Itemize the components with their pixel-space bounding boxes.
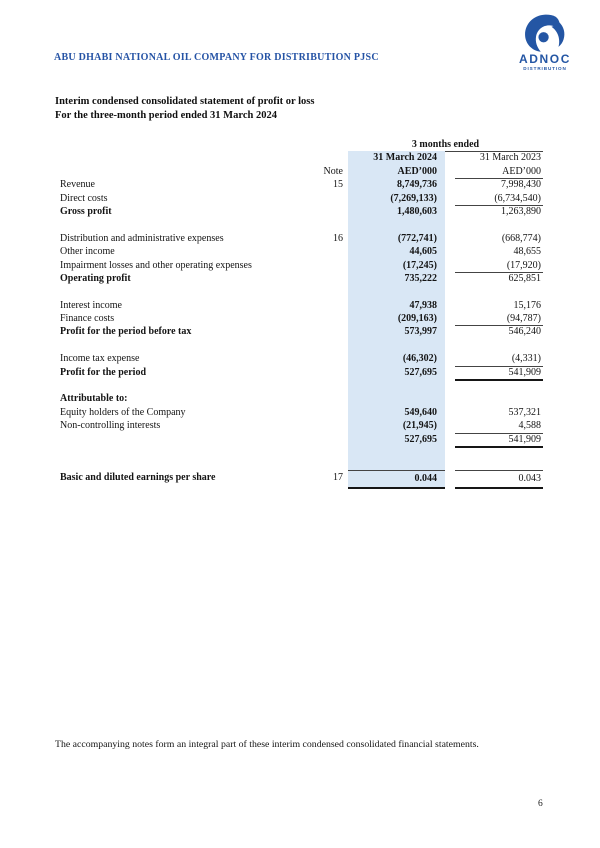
row-label (55, 446, 307, 458)
note-cell (307, 458, 343, 470)
row-label: Impairment losses and other operating expenses (60, 259, 252, 271)
falcon-icon (524, 14, 566, 52)
value-2024 (348, 392, 445, 405)
logo-subtitle: DISTRIBUTION (523, 66, 567, 71)
gap-cell (445, 285, 455, 298)
column-header-2023: 31 March 2023 (479, 152, 541, 164)
gap-cell (445, 205, 455, 218)
value-2023: 4,588 (455, 419, 543, 433)
months-header: 3 months ended (348, 138, 543, 152)
row-label (55, 285, 307, 298)
empty-cell (55, 138, 307, 152)
note-cell (307, 419, 343, 433)
note-cell (307, 325, 343, 338)
gap-cell (445, 379, 455, 392)
company-name: ABU DHABI NATIONAL OIL COMPANY FOR DISTRIBUTION PJSC (54, 52, 379, 63)
value-2024: 549,640 (348, 406, 445, 419)
note-cell (307, 299, 343, 312)
table-row (55, 470, 543, 486)
gap-cell (445, 352, 455, 366)
value-2023: 1,263,890 (501, 205, 541, 217)
value-2024 (348, 458, 445, 470)
row-label (55, 339, 307, 352)
table-spacer-row (55, 458, 543, 470)
note-cell (307, 218, 343, 231)
row-label: Distribution and administrative expenses (60, 232, 224, 244)
note-cell (307, 406, 343, 419)
gap-cell (445, 299, 455, 312)
note-cell (307, 379, 343, 392)
gap-cell (445, 192, 455, 206)
row-label (55, 218, 307, 231)
value-2024: 1,480,603 (348, 205, 445, 218)
table-row (55, 366, 543, 379)
row-label: Operating profit (60, 272, 131, 284)
row-label: Finance costs (60, 313, 115, 325)
note-cell (307, 192, 343, 206)
gap-cell (445, 325, 455, 338)
row-label: Profit for the period (60, 366, 147, 378)
value-2023 (455, 458, 543, 470)
value-2023: 0.043 (455, 470, 543, 489)
value-2023: 625,851 (508, 272, 541, 284)
row-label: Non-controlling interests (60, 420, 161, 432)
empty-cell (307, 138, 343, 152)
value-2023: 541,909 (455, 366, 543, 381)
value-2024: (17,245) (348, 259, 445, 273)
value-2023 (455, 446, 543, 458)
gap-cell (445, 470, 455, 489)
value-2023: 541,909 (455, 433, 543, 448)
value-2023 (455, 392, 543, 405)
gap-cell (445, 312, 455, 326)
empty-cell (55, 165, 307, 179)
table-row (55, 325, 543, 338)
empty-cell (55, 151, 307, 164)
gap-cell (445, 406, 455, 419)
value-2024: 0.044 (348, 470, 445, 489)
table-row (55, 272, 543, 285)
note-cell (307, 245, 343, 258)
table-spacer-row (55, 285, 543, 298)
note-cell: 17 (333, 471, 343, 483)
table-spacer-row (55, 339, 543, 352)
gap-cell (445, 178, 455, 191)
value-2024: 527,695 (348, 433, 445, 448)
row-label: Basic and diluted earnings per share (60, 471, 216, 483)
table-spacer-row (55, 379, 543, 392)
date-header-row (55, 151, 543, 164)
row-label: Revenue (60, 179, 95, 191)
statement-title-line2: For the three-month period ended 31 March 2024 (55, 109, 277, 121)
value-2024: 527,695 (348, 366, 445, 381)
value-2023: 7,998,430 (501, 179, 541, 191)
table-spacer-row (55, 446, 543, 458)
gap-cell (445, 259, 455, 273)
value-2023: (17,920) (455, 259, 543, 273)
row-label (55, 379, 307, 392)
column-header-2024: 31 March 2024 (348, 151, 445, 164)
value-2024 (348, 339, 445, 352)
value-2023: 537,321 (508, 406, 541, 418)
page-number: 6 (538, 799, 543, 809)
value-2024 (348, 218, 445, 231)
row-label: Gross profit (60, 205, 112, 217)
row-label: Other income (60, 246, 115, 258)
value-2023 (455, 218, 543, 231)
row-label: Interest income (60, 299, 122, 311)
value-2024: (46,302) (348, 352, 445, 366)
note-cell: 15 (333, 179, 343, 191)
gap-cell (445, 458, 455, 470)
unit-header-2024: AED’000 (348, 165, 445, 179)
gap-cell (445, 419, 455, 433)
value-2024: 735,222 (348, 272, 445, 285)
value-2024 (348, 379, 445, 392)
gap-cell (445, 232, 455, 245)
row-label: Direct costs (60, 192, 108, 204)
table-row (55, 232, 543, 245)
gap-cell (445, 392, 455, 405)
gap-cell (445, 245, 455, 258)
row-label: Income tax expense (60, 353, 140, 365)
value-2024: 47,938 (348, 299, 445, 312)
note-cell (307, 339, 343, 352)
table-row (55, 419, 543, 432)
note-cell: 16 (333, 232, 343, 244)
row-label (55, 458, 307, 470)
note-cell (307, 205, 343, 218)
value-2023: 15,176 (513, 299, 541, 311)
unit-header-2023: AED’000 (455, 165, 543, 179)
profit-loss-table (55, 138, 543, 486)
value-2024: 8,749,736 (348, 178, 445, 191)
unit-header-row (55, 165, 543, 178)
value-2023: (668,774) (501, 232, 541, 244)
row-label: Attributable to: (60, 393, 128, 405)
gap-cell (445, 446, 455, 458)
months-header-row (55, 138, 543, 151)
value-2023: (94,787) (455, 312, 543, 326)
value-2024 (348, 285, 445, 298)
table-row (55, 178, 543, 191)
table-row (55, 352, 543, 365)
value-2023: 48,655 (513, 246, 541, 258)
value-2023: (4,331) (455, 352, 543, 366)
gap-cell (445, 165, 455, 179)
footer-note: The accompanying notes form an integral part of these interim condensed consolidated financial statements. (55, 739, 479, 750)
value-2023 (455, 339, 543, 352)
table-body (55, 178, 543, 486)
logo-wordmark: ADNOC (519, 52, 571, 66)
value-2024: (772,741) (348, 232, 445, 245)
adnoc-logo (515, 14, 575, 72)
note-cell (307, 352, 343, 366)
row-label: Equity holders of the Company (60, 406, 186, 418)
empty-cell (307, 151, 343, 164)
value-2024: (21,945) (348, 419, 445, 433)
note-cell (307, 272, 343, 285)
value-2024: 573,997 (348, 325, 445, 338)
note-cell (307, 259, 343, 273)
value-2024: (7,269,133) (348, 192, 445, 206)
value-2024: 44,605 (348, 245, 445, 258)
value-2023 (455, 379, 543, 392)
statement-title (55, 95, 314, 122)
table-row (55, 312, 543, 325)
value-2023: (6,734,540) (455, 192, 543, 206)
table-row (55, 259, 543, 272)
gap-cell (445, 339, 455, 352)
note-cell (307, 285, 343, 298)
note-column-header: Note (323, 165, 343, 177)
note-cell (307, 312, 343, 326)
value-2023 (455, 285, 543, 298)
row-label: Profit for the period before tax (60, 326, 192, 338)
note-cell (307, 392, 343, 405)
gap-cell (445, 151, 455, 164)
value-2024: (209,163) (348, 312, 445, 326)
gap-cell (445, 272, 455, 285)
note-cell (307, 446, 343, 458)
table-row (55, 406, 543, 419)
value-2024 (348, 446, 445, 458)
table-row (55, 192, 543, 205)
table-row (55, 245, 543, 258)
table-spacer-row (55, 218, 543, 231)
table-row (55, 392, 543, 405)
table-row (55, 433, 543, 446)
table-row (55, 205, 543, 218)
table-row (55, 299, 543, 312)
value-2023: 546,240 (508, 326, 541, 338)
statement-title-line1: Interim condensed consolidated statement of profit or loss (55, 96, 315, 107)
gap-cell (445, 218, 455, 231)
